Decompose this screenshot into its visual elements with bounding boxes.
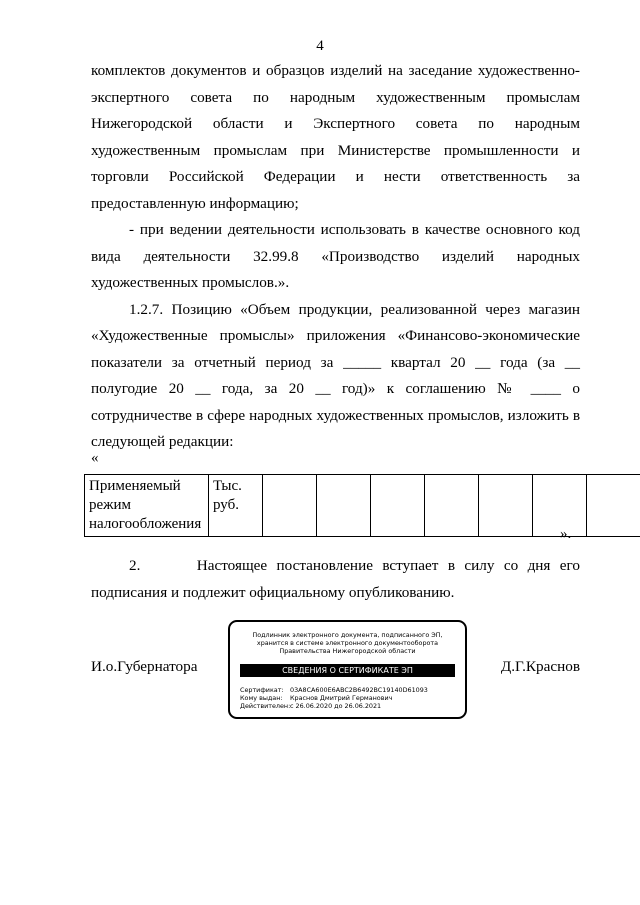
row-label-cell: Применяемый режим налогообложения xyxy=(85,475,209,537)
stamp-certificate-line xyxy=(240,686,459,694)
body-text xyxy=(91,58,580,456)
opening-quote: « xyxy=(91,450,99,466)
stamp-header-line: хранится в системе электронного документооборота xyxy=(256,639,439,648)
electronic-signature-stamp xyxy=(228,620,467,719)
closing-quote: ». xyxy=(560,526,572,542)
paragraph-activity-code: - при ведении деятельности использовать в качестве основного код вида деятельности 32.99.8 «Производство изделий народных художественных промыслов.». xyxy=(91,221,580,291)
value-cell xyxy=(479,475,533,537)
paragraph-continuation: комплектов документов и образцов изделий на заседание художественно-экспертного совета по народным художественным промыслам Нижегородской области и Экспертного совета по народным художественным промыслам при Министерстве промышленности и торговли Российской Федерации и нести ответственность за предоставленную информацию; xyxy=(91,62,580,212)
paragraph-1-2-7: 1.2.7. Позицию «Объем продукции, реализованной через магазин «Художественные промыслы» приложения «Финансово-экономические показатели за отчетный период за _____ квартал 20 __ года (за __ полугодие 20 __ года, за 20 __ год)» к соглашению № ____ о сотрудничестве в сфере народных художественных промыслов, изложить в следующей редакции: xyxy=(91,300,580,450)
stamp-issued-to-value: Краснов Дмитрий Германович xyxy=(290,694,393,703)
stamp-issued-to-line xyxy=(240,694,459,702)
page-number: 4 xyxy=(316,38,324,54)
stamp-issued-to-label: Кому выдан: xyxy=(240,694,283,703)
value-cell xyxy=(371,475,425,537)
value-cell xyxy=(263,475,317,537)
value-cell xyxy=(587,475,640,537)
unit-cell: Тыс. руб. xyxy=(209,475,263,537)
stamp-details xyxy=(240,686,459,711)
stamp-header-line: Правительства Нижегородской области xyxy=(279,647,416,656)
value-cell xyxy=(425,475,479,537)
table-row xyxy=(85,475,640,537)
tax-regime-table xyxy=(84,474,640,537)
stamp-header xyxy=(236,631,459,656)
stamp-validity-label: Действителен: xyxy=(240,702,291,711)
signer-name: Д.Г.Краснов xyxy=(500,658,580,675)
stamp-certificate-label: Сертификат: xyxy=(240,686,284,694)
stamp-validity-value: с 26.06.2020 до 26.06.2021 xyxy=(290,702,382,711)
stamp-header-line: Подлинник электронного документа, подписанного ЭП, xyxy=(252,631,443,639)
signer-title: И.о.Губернатора xyxy=(91,658,198,675)
stamp-validity-line xyxy=(240,702,459,710)
stamp-certificate-value: 03A8CA600E6ABC2B6492BC19140D61093 xyxy=(290,686,428,694)
value-cell xyxy=(317,475,371,537)
paragraph-2: 2. Настоящее постановление вступает в силу со дня его подписания и подлежит официальному опубликованию. xyxy=(91,557,580,601)
stamp-certificate-bar: СВЕДЕНИЯ О СЕРТИФИКАТЕ ЭП xyxy=(240,664,455,677)
